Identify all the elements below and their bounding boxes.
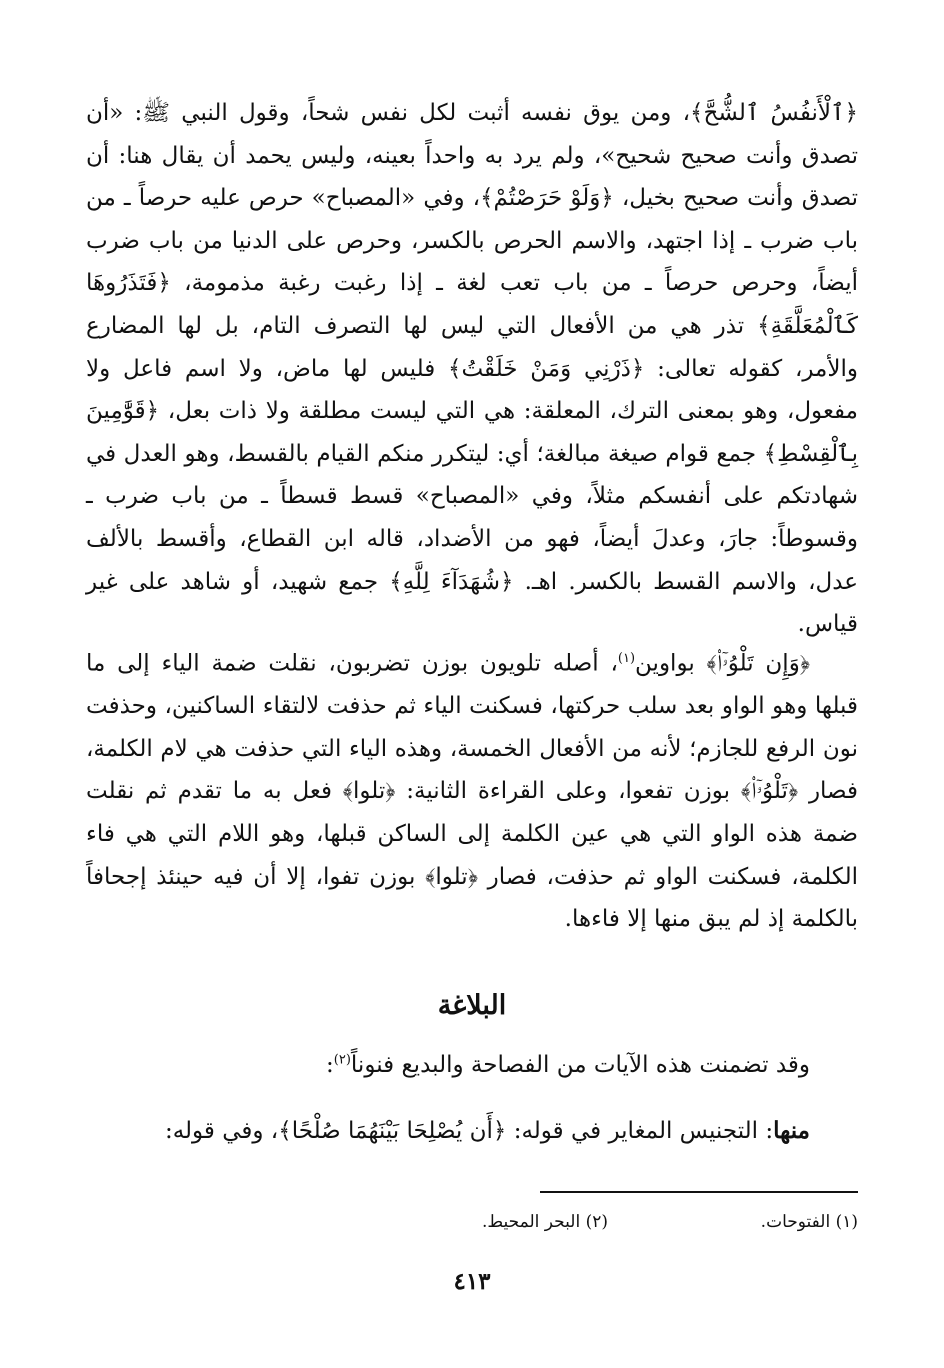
intro-colon: : [326,1052,334,1078]
tafsir-paragraph-1 [86,92,858,646]
section-heading: البلاغة [437,990,507,1021]
intro-text: وقد تضمنت هذه الآيات من الفصاحة والبديع فنوناً [350,1052,810,1078]
minha-text: : التجنيس المغاير في قوله: ﴿أَن يُصْلِحَا بَيْنَهُمَا صُلْحًا﴾، وفي قوله: [164,1118,774,1144]
footnote-ref-1[interactable]: (١) [617,651,636,666]
paragraph-text: ﴿ٱلْأَنفُسُ ٱلشُّحَّ﴾، ومن يوق نفسه أثبت لكل نفس شحاً، وقول النبي ﷺ: «أن تصدق وأنت صحيح شحيح»، ولم يرد به واحداً بعينه، وليس يحمد أن يقال هنا: أن تصدق وأنت صحيح بخيل، ﴿وَلَوْ حَرَصْتُمْ﴾، وفي «المصباح» حرص عليه حرصاً ـ من باب ضرب ـ إذا اجتهد، والاسم الحرص بالكسر، وحرص على الدنيا من باب ضرب أيضاً، وحرص حرصاً ـ من باب تعب لغة ـ إذا رغبت رغبة مذمومة، ﴿فَتَذَرُوهَا كَٱلْمُعَلَّقَةِ﴾ تذر هي من الأفعال التي ليس لها التصرف التام، بل لها المضارع والأمر، كقوله تعالى: ﴿ذَرْنِي وَمَنْ خَلَقْتُ﴾ فليس لها ماض، ولا اسم فاعل ولا مفعول، وهو بمعنى الترك، المعلقة: هي التي ليست مطلقة ولا ذات بعل، ﴿قَوَّٰمِينَ بِٱلْقِسْطِ﴾ جمع قوام صيغة مبالغة؛ أي: ليتكرر منكم القيام بالقسط، وهو العدل في شهادتكم على أنفسكم مثلاً، وفي «المصباح» قسط قسطاً ـ من باب ضرب ـ وقسوطاً: جارَ، وعدلَ أيضاً، فهو من الأضداد، قاله ابن القطاع، وأقسط بالألف عدل، والاسم القسط بالكسر. اهـ. ﴿شُهَدَآءَ لِلَّهِ﴾ جمع شهيد، أو شاهد على غير قياس. [86,100,858,638]
first-example-line [86,1117,858,1144]
tafsir-paragraph-2 [86,638,858,941]
footnote-divider [540,1191,858,1193]
paragraph-text-rest: ، أصله تلويون بوزن تضربون، نقلت ضمة الياء إلى ما قبلها وهو الواو بعد سلب حركتها، فسكنت الياء ثم حذفت لالتقاء الساكنين، وحذفت نون الرفع للجازم؛ لأنه من الأفعال الخمسة، وهذه الياء التي حذفت هي لام الكلمة، فصار ﴿تَلْوُۥٓا۟﴾ بوزن تفعوا، وعلى القراءة الثانية: ﴿تلوا﴾ فعل به ما تقدم ثم نقلت ضمة هذه الواو التي هي عين الكلمة إلى الساكن قبلها، وهو اللام التي هي فاء الكلمة، فسكنت الواو ثم حذفت، فصار ﴿تلوا﴾ بوزن تفوا، إلا أن فيه حينئذ إجحافاً بالكلمة إذ لم يبق منها إلا فاءها. [86,650,858,933]
paragraph-text-start: ﴿وَإِن تَلْوُۥٓا۟﴾ بواوين [635,650,810,677]
footnote-1: (١) الفتوحات. [760,1212,858,1232]
footnote-2: (٢) البحر المحيط. [482,1212,608,1232]
section-intro [86,1052,858,1078]
footnote-ref-2[interactable]: (٢) [333,1052,351,1068]
minha-label: منها [773,1117,810,1144]
page-number: ٤١٣ [453,1268,491,1295]
paragraph-text [86,638,858,941]
